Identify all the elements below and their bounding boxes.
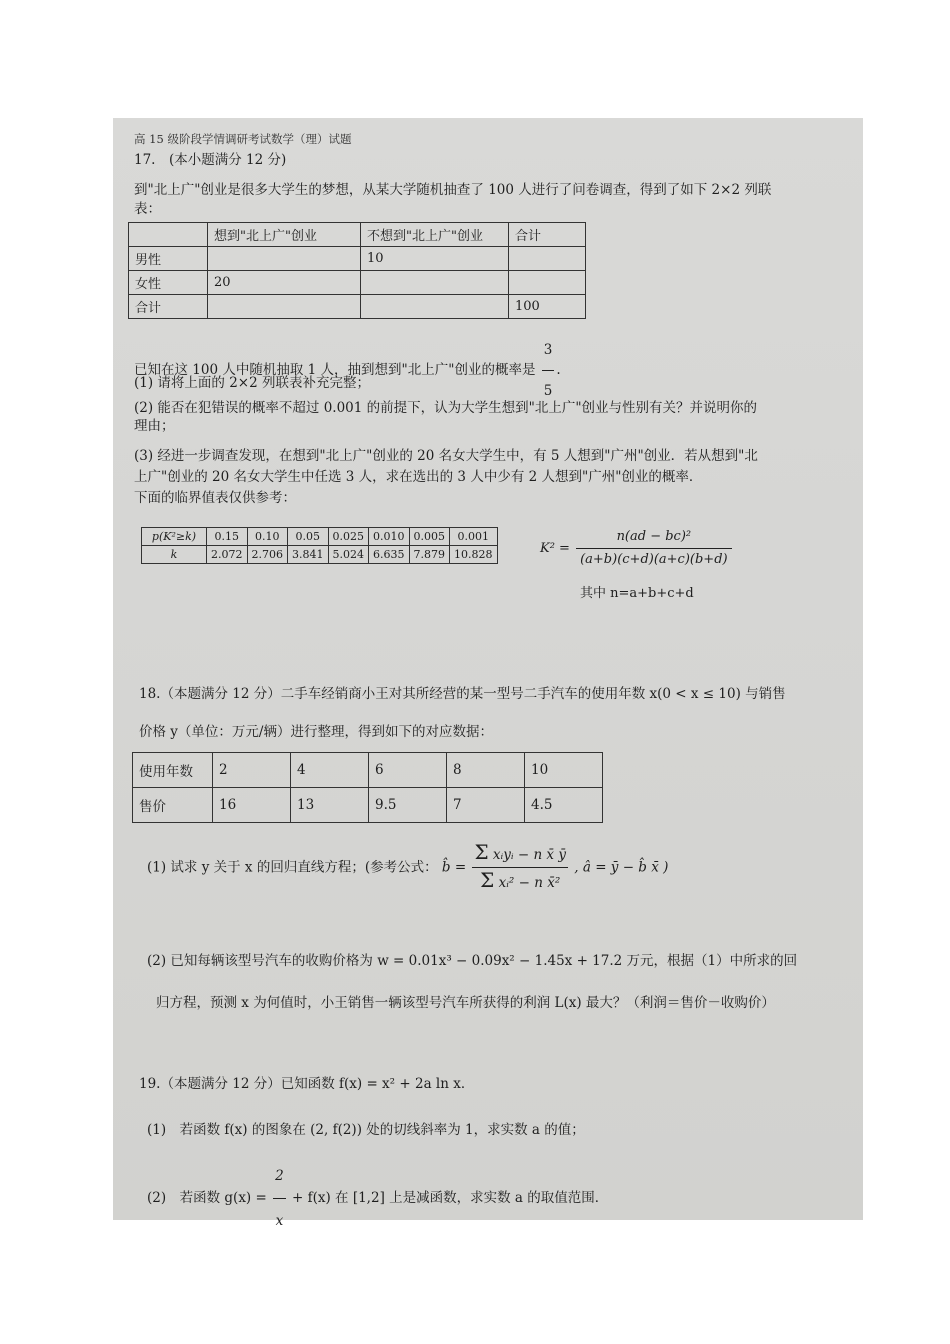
contingency-table: [128, 222, 586, 319]
formula-fraction: [576, 526, 732, 571]
sum-symbol: Σ: [480, 868, 495, 892]
table-row: [142, 546, 498, 564]
fraction-numerator: 2: [273, 1154, 286, 1199]
table-cell: 100: [509, 295, 586, 319]
table-row: [142, 528, 498, 546]
fraction-denominator: 5: [543, 383, 553, 399]
q17-part3-line1: (3) 经进一步调查发现，在想到"北上广"创业的 20 名女大学生中，有 5 人想到"广州"创业．若从想到"北: [134, 448, 758, 464]
critical-value-table: [141, 527, 498, 564]
table-cell: 10: [525, 753, 603, 788]
q17-part1: (1) 请将上面的 2×2 列联表补充完整；: [134, 375, 370, 391]
q18-line1: 18.（本题满分 12 分）二手车经销商小王对其所经营的某一型号二手汽车的使用年数 x(0 < x ≤ 10) 与销售: [139, 686, 786, 702]
q19-part2-text: (2) 若函数 g(x) =: [147, 1190, 267, 1206]
table-cell: 2: [213, 753, 291, 788]
q18-part1-text: (1) 试求 y 关于 x 的回归直线方程；(参考公式：: [147, 859, 438, 876]
q17-intro-line2: 表：: [134, 201, 161, 217]
table-cell: 5.024: [328, 546, 369, 564]
table-cell: 不想到"北上广"创业: [361, 223, 509, 247]
table-cell: [361, 271, 509, 295]
table-cell: 10: [361, 247, 509, 271]
table-cell: 16: [213, 788, 291, 823]
q19-part1: (1) 若函数 f(x) 的图象在 (2, f(2)) 处的切线斜率为 1，求实数 a 的值；: [147, 1122, 585, 1138]
table-cell: 男性: [129, 247, 208, 271]
q17-part2-line1: (2) 能否在犯错误的概率不超过 0.001 的前提下，认为大学生想到"北上广"创业与性别有关？并说明你的: [134, 400, 758, 416]
b-hat: b̂ =: [441, 859, 467, 876]
table-cell: 2.072: [207, 546, 248, 564]
regression-denominator-text: xᵢ² − n x̄²: [498, 875, 561, 891]
table-cell: [361, 295, 509, 319]
table-row: [129, 247, 586, 271]
sum-symbol: Σ: [474, 840, 489, 864]
page-header: 高 15 级阶段学情调研考试数学（理）试题: [134, 132, 352, 146]
table-cell: 0.005: [409, 528, 450, 546]
formula-numerator: n(ad − bc)²: [576, 526, 732, 549]
table-cell: 8: [447, 753, 525, 788]
table-row: [129, 271, 586, 295]
q17-title: 17. (本小题满分 12 分): [134, 152, 287, 168]
formula-denominator: (a+b)(c+d)(a+c)(b+d): [580, 552, 728, 567]
table-cell: [509, 247, 586, 271]
table-cell: 使用年数: [133, 753, 213, 788]
a-hat: , â = ȳ − b̂ x̄ ): [574, 859, 669, 876]
regression-fraction: [472, 840, 568, 895]
probability-text: 已知在这 100 人中随机抽取 1 人，抽到想到"北上广"创业的概率是: [134, 362, 536, 378]
q18-part2-line1: (2) 已知每辆该型号汽车的收购价格为 w = 0.01x³ − 0.09x² − 1.45x + 17.2 万元，根据（1）中所求的回: [147, 953, 798, 969]
formula-lhs: K² =: [540, 541, 570, 556]
table-cell: 6.635: [369, 546, 410, 564]
q17-reference-note: 下面的临界值表仅供参考：: [134, 490, 296, 506]
table-cell: 0.001: [450, 528, 498, 546]
car-price-table: [132, 752, 603, 823]
table-cell: 0.025: [328, 528, 369, 546]
table-cell: 想到"北上广"创业: [208, 223, 361, 247]
table-cell: 0.05: [288, 528, 329, 546]
regression-numerator-text: xᵢyᵢ − n x̄ ȳ: [492, 847, 566, 863]
table-cell: 7.879: [409, 546, 450, 564]
table-cell: 合计: [509, 223, 586, 247]
q18-part2-line2: 归方程，预测 x 为何值时，小王销售一辆该型号汽车所获得的利润 L(x) 最大？（利润＝售价－收购价）: [156, 995, 775, 1011]
table-cell: 女性: [129, 271, 208, 295]
q17-part3-line2: 上广"创业的 20 名女大学生中任选 3 人，求在选出的 3 人中少有 2 人想到"广州"创业的概率．: [134, 469, 703, 485]
table-cell: 0.15: [207, 528, 248, 546]
q17-part2-line2: 理由；: [134, 418, 175, 434]
table-cell: 7: [447, 788, 525, 823]
regression-numerator: [472, 840, 568, 868]
k-squared-formula: [540, 526, 734, 571]
table-cell: 13: [291, 788, 369, 823]
table-cell: 4: [291, 753, 369, 788]
table-row: [133, 788, 603, 823]
table-cell: 2.706: [247, 546, 288, 564]
g-fraction: [273, 1154, 286, 1243]
table-cell: 3.841: [288, 546, 329, 564]
fraction-denominator: x: [275, 1213, 284, 1229]
table-cell: [208, 247, 361, 271]
table-cell: 售价: [133, 788, 213, 823]
table-cell: 合计: [129, 295, 208, 319]
table-row: [129, 223, 586, 247]
q18-line2: 价格 y（单位：万元/辆）进行整理，得到如下的对应数据：: [139, 724, 493, 740]
table-cell: k: [142, 546, 207, 564]
table-row: [133, 753, 603, 788]
table-cell: [129, 223, 208, 247]
table-cell: 20: [208, 271, 361, 295]
table-cell: 0.010: [369, 528, 410, 546]
table-cell: p(K²≥k): [142, 528, 207, 546]
table-cell: 0.10: [247, 528, 288, 546]
regression-denominator: [472, 868, 568, 895]
fraction-numerator: 3: [542, 330, 555, 371]
table-row: [129, 295, 586, 319]
table-cell: [208, 295, 361, 319]
table-cell: 6: [369, 753, 447, 788]
table-cell: 9.5: [369, 788, 447, 823]
q19-line1: 19.（本题满分 12 分）已知函数 f(x) = x² + 2a ln x．: [139, 1076, 475, 1092]
q18-part1: [147, 840, 668, 895]
probability-end: .: [556, 362, 561, 378]
table-cell: 10.828: [450, 546, 498, 564]
table-cell: [509, 271, 586, 295]
q19-part2: [147, 1154, 608, 1243]
table-cell: 4.5: [525, 788, 603, 823]
q17-intro-line1: 到"北上广"创业是很多大学生的梦想，从某大学随机抽查了 100 人进行了问卷调查，得到了如下 2×2 列联: [134, 182, 772, 198]
q19-part2-end: + f(x) 在 [1,2] 上是减函数，求实数 a 的取值范围．: [292, 1190, 609, 1206]
formula-note: 其中 n=a+b+c+d: [580, 586, 694, 601]
